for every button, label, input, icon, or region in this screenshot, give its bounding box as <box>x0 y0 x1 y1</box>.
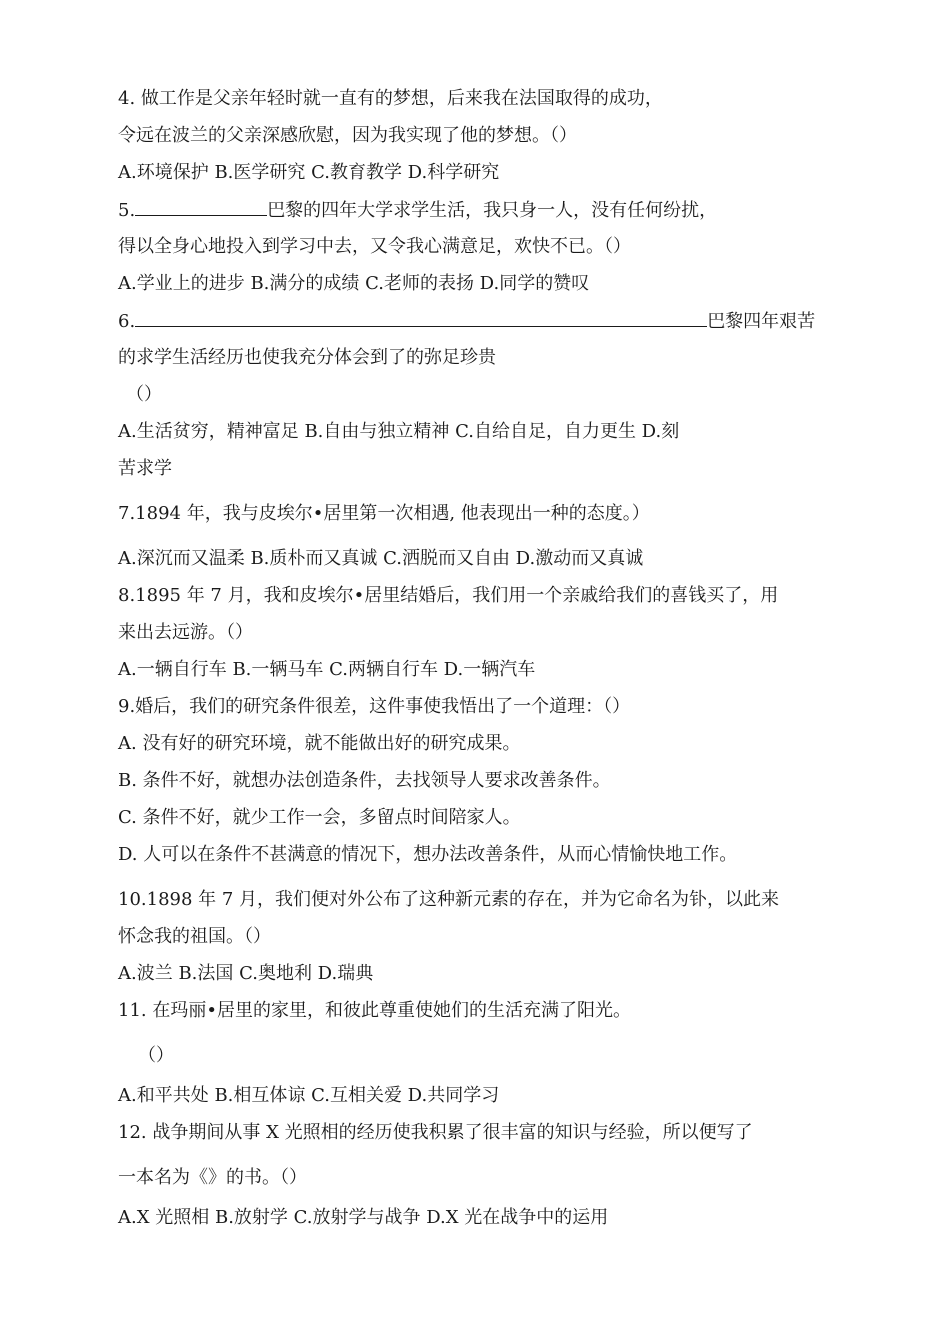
question-6-line-1 <box>118 308 840 334</box>
question-6-options-line-1: A.生活贫穷，精神富足 B.自由与独立精神 C.自给自足，自力更生 D.刻 <box>118 421 680 442</box>
question-8-line-2: 来出去远游。（） <box>118 622 253 643</box>
question-6-options-line-2: 苦求学 <box>118 458 172 479</box>
question-5-line-1 <box>118 197 840 223</box>
question-9-option-c: C. 条件不好，就少工作一会，多留点时间陪家人。 <box>118 807 521 828</box>
question-4-options: A.环境保护 B.医学研究 C.教育教学 D.科学研究 <box>118 162 500 183</box>
question-10-line-1: 10.1898 年 7 月，我们便对外公布了这种新元素的存在，并为它命名为钋，以此来 <box>118 889 780 910</box>
question-11-line-1: 11. 在玛丽•居里的家里，和彼此尊重使她们的生活充满了阳光。 <box>118 1000 631 1021</box>
question-9-line-1: 9.婚后，我们的研究条件很差，这件事使我悟出了一个道理：（） <box>118 696 631 717</box>
question-4-line-2: 令远在波兰的父亲深感欣慰，因为我实现了他的梦想。（） <box>118 125 577 146</box>
question-5-text: 巴黎的四年大学求学生活，我只身一人，没有任何纷扰， <box>267 200 718 221</box>
question-12-options: A.X 光照相 B.放射学 C.放射学与战争 D.X 光在战争中的运用 <box>118 1207 609 1228</box>
question-7-line-1: 7.1894 年，我与皮埃尔•居里第一次相遇, 他表现出一种的态度。） <box>118 503 650 524</box>
question-8-line-1: 8.1895 年 7 月，我和皮埃尔•居里结婚后，我们用一个亲戚给我们的喜钱买了，用 <box>118 585 779 606</box>
question-4-line-1: 4. 做工作是父亲年轻时就一直有的梦想，后来我在法国取得的成功， <box>118 88 663 109</box>
question-8-options: A.一辆自行车 B.一辆马车 C.两辆自行车 D.一辆汽车 <box>118 659 536 680</box>
question-6-line-2: 的求学生活经历也使我充分体会到了的弥足珍贵 <box>118 347 496 368</box>
question-9-option-d: D. 人可以在条件不甚满意的情况下，想办法改善条件，从而心情愉快地工作。 <box>118 844 738 865</box>
question-6-line-3: （） <box>126 384 162 405</box>
question-6-text: 巴黎四年艰苦 <box>707 311 816 332</box>
question-9-option-a: A. 没有好的研究环境，就不能做出好的研究成果。 <box>118 733 521 754</box>
question-5-blank[interactable] <box>135 197 267 216</box>
question-6-blank[interactable] <box>135 308 707 327</box>
question-11-options: A.和平共处 B.相互体谅 C.互相关爱 D.共同学习 <box>118 1085 500 1106</box>
question-12-line-1: 12. 战争期间从事 X 光照相的经历使我积累了很丰富的知识与经验，所以便写了 <box>118 1122 753 1143</box>
question-10-line-2: 怀念我的祖国。（） <box>118 926 271 947</box>
question-6-number: 6. <box>118 311 136 332</box>
question-5-number: 5. <box>118 200 136 221</box>
question-5-line-2: 得以全身心地投入到学习中去，又令我心满意足，欢快不已。（） <box>118 236 631 257</box>
question-12-line-2: 一本名为《》的书。（） <box>118 1167 307 1188</box>
question-11-line-2: （） <box>138 1045 174 1066</box>
question-7-options: A.深沉而又温柔 B.质朴而又真诚 C.洒脱而又自由 D.激动而又真诚 <box>118 548 644 569</box>
question-9-option-b: B. 条件不好，就想办法创造条件，去找领导人要求改善条件。 <box>118 770 611 791</box>
question-10-options: A.波兰 B.法国 C.奥地利 D.瑞典 <box>118 963 374 984</box>
question-5-options: A.学业上的进步 B.满分的成绩 C.老师的表扬 D.同学的赞叹 <box>118 273 590 294</box>
